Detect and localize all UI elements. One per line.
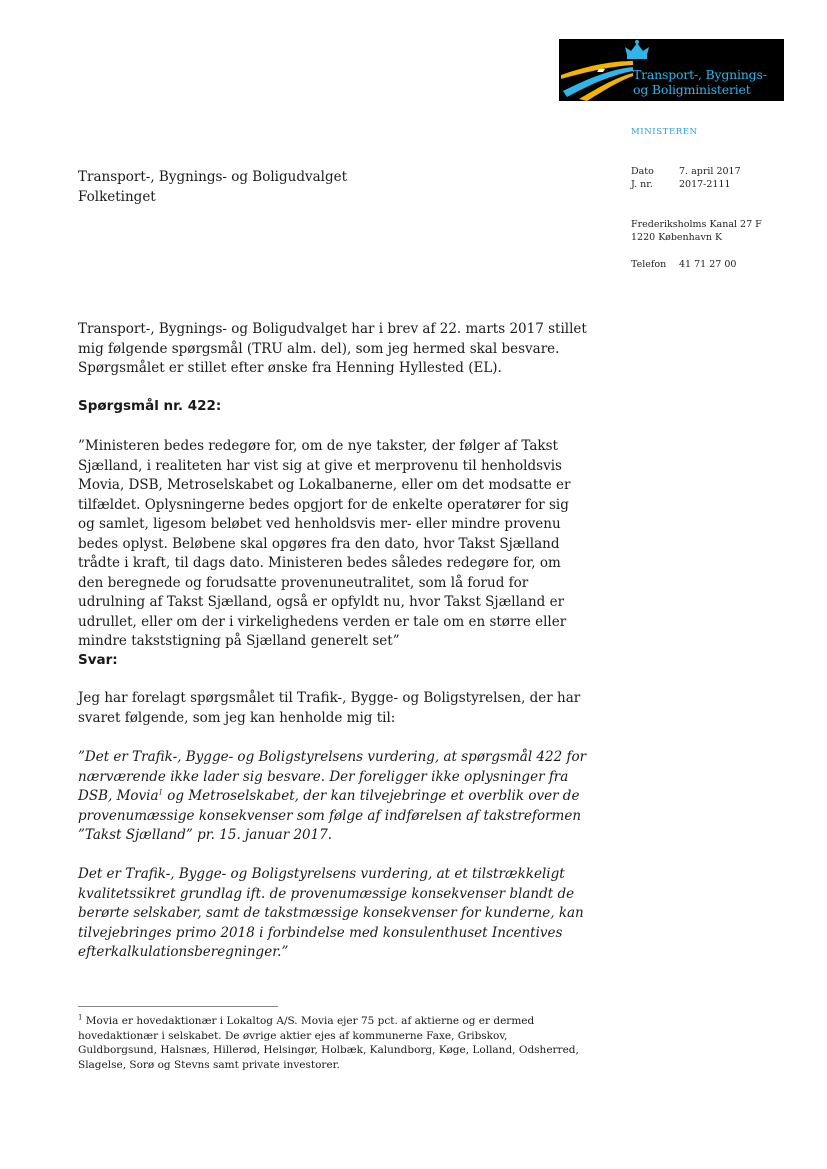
case-number-value: 2017-2111 [679,179,731,190]
date-label: Dato [631,166,654,177]
footnote-number: 1 [78,1013,83,1022]
quote-1-part-b: og Metroselskabet, der kan tilvejebringe et overblik over de provenumæssige konsekvenser som følge af indførelsen af takstreformen ”Takst Sjælland” pr. 15. januar 2017. [78,788,582,843]
phone-value: 41 71 27 00 [679,259,737,270]
address-line-2: 1220 København K [631,232,723,243]
quote-paragraph-2: Det er Trafik-, Bygge- og Boligstyrelsens vurdering, at et tilstrækkeligt kvalitetssikret grundlag ift. de provenumæssige konsekvenser blandt de berørte selskaber, samt de takstmæssige konsekvenser for kunderne, kan tilvejebringes primo 2018 i forbindelse med konsulenthuset Incentives efterkalkulationsberegninger.” [78,866,584,960]
recipient-line-1: Transport-, Bygnings- og Boligudvalget [78,169,348,185]
logo-text [633,67,767,97]
footnote-text: Movia er hovedaktionær i Lokaltog A/S. Movia ejer 75 pct. af aktierne og er dermed hovedaktionær i selskabet. De øvrige aktier ejes af kommunerne Faxe, Gribskov, Guldborgsund, Halsnæs, Hillerød, Helsingør, Holbæk, Kalundborg, Køge, Lolland, Odsherred, Slagelse, Sorø og Stevns samt private investorer. [78,1015,579,1071]
date-block [631,165,741,191]
answer-heading: Svar: [78,652,118,668]
ministry-logo [559,39,784,101]
phone-label: Telefon [631,259,667,270]
answer-intro: Jeg har forelagt spørgsmålet til Trafik-, Bygge- og Boligstyrelsen, der har svaret følgende, som jeg kan henholde mig til: [78,690,581,726]
phone-block [631,258,736,271]
case-number-label: J. nr. [631,179,653,190]
intro-paragraph: Transport-, Bygnings- og Boligudvalget har i brev af 22. marts 2017 stillet mig følgende spørgsmål (TRU alm. del), som jeg hermed skal besvare. Spørgsmålet er stillet efter ønske fra Henning Hyllested (EL). [78,321,587,376]
quote-1-part-a: ”Det er Trafik-, Bygge- og Boligstyrelsens vurdering, at spørgsmål 422 for nærværende ikke lader sig besvare. Der foreligger ikke oplysninger fra DSB, Movia [78,749,587,804]
question-heading: Spørgsmål nr. 422: [78,398,222,414]
logo-line-1: Transport-, Bygnings- [633,67,767,82]
recipient-line-2: Folketinget [78,189,156,205]
recipient [78,167,347,207]
sender-label: MINISTEREN [631,127,698,137]
footnote [78,1014,588,1072]
date-value: 7. april 2017 [679,166,741,177]
footnote-divider [78,1006,278,1007]
quote-paragraph-1 [78,748,588,846]
footnote-reference: 1 [158,788,163,797]
logo-line-2: og Boligministeriet [633,82,751,97]
question-text: ”Ministeren bedes redegøre for, om de nye takster, der følger af Takst Sjælland, i realiteten har vist sig at give et merprovenu til henholdsvis Movia, DSB, Metroselskabet og Lokalbanerne, eller om det modsatte er tilfældet. Oplysningerne bedes opgjort for de enkelte operatører for sig og samlet, ligesom beløbet ved henholdsvis mer- eller mindre provenu bedes oplyst. Beløbene skal opgøres fra den dato, hvor Takst Sjælland trådte i kraft, til dags dato. Ministeren bedes således redegøre for, om den beregnede og forudsatte provenuneutralitet, som lå forud for udrulning af Takst Sjælland, også er opfyldt nu, hvor Takst Sjælland er udrullet, eller om der i virkelighedens verden er tale om en større eller mindre takststigning på Sjælland generelt set” [78,438,571,649]
address-block [631,218,762,244]
address-line-1: Frederiksholms Kanal 27 F [631,219,762,230]
